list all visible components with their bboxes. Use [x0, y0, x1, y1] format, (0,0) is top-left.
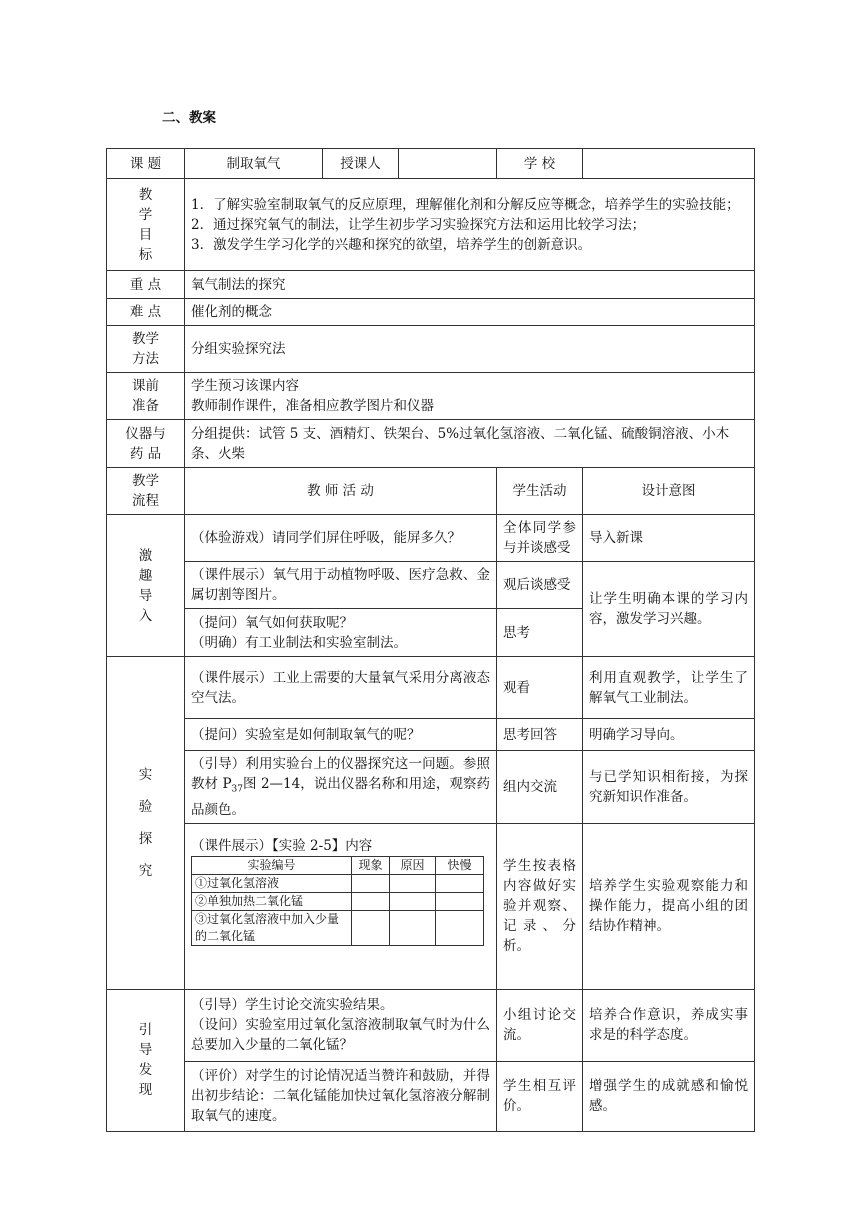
- intro-row: [107, 562, 755, 609]
- key-point-label: 重 点: [107, 271, 185, 299]
- process-header-row: [107, 468, 755, 515]
- teacher-activity: （提问）氧气如何获取呢？ （明确）有工业制法和实验室制法。: [185, 609, 497, 657]
- design-intent: 与已学知识相衔接，为探究新知识作准备。: [583, 751, 755, 824]
- teacher-activity: （课件展示）【实验 2-5】内容 实验编号 现象 原因 快慢 ①过氧化氢溶液 ②单独加热二氧化锰 ③过氧化氢溶液中加入少量的二氧化锰: [185, 823, 497, 989]
- record-header: 原因: [390, 856, 436, 874]
- record-cell: [352, 874, 390, 892]
- student-activity: 组内交流: [497, 751, 583, 824]
- teacher-activity: （课件展示）工业上需要的大量氧气采用分离液态空气法。: [185, 657, 497, 719]
- record-cell: [436, 910, 484, 945]
- teacher-value: [399, 149, 497, 179]
- teacher-activity: （体验游戏）请同学们屏住呼吸，能屏多久？: [185, 515, 497, 562]
- guide-section-label: 引 导 发 现: [107, 989, 185, 1131]
- record-header: 现象: [352, 856, 390, 874]
- experiment-row: [107, 823, 755, 989]
- preparation-value: 学生预习该课内容 教师制作课件，准备相应教学图片和仪器: [185, 373, 755, 420]
- design-intent: 让学生明确本课的学习内容，激发学习兴趣。: [583, 562, 755, 657]
- design-intent: 培养合作意识，养成实事求是的科学态度。: [583, 989, 755, 1061]
- student-activity: 学生按表格内容做好实验并观察、记录、分析。: [497, 823, 583, 989]
- school-label: 学 校: [497, 149, 583, 179]
- experiment-section-label: 实 验 探 究: [107, 657, 185, 990]
- key-point-row: [107, 271, 755, 299]
- teacher-label: 授课人: [323, 149, 399, 179]
- record-header-row: [192, 856, 484, 874]
- record-cell: [436, 892, 484, 910]
- key-point-value: 氧气制法的探究: [185, 271, 755, 299]
- design-intent: 增强学生的成就感和愉悦感。: [583, 1061, 755, 1131]
- teacher-activity: （引导）学生讨论交流实验结果。 （设问）实验室用过氧化氢溶液制取氧气时为什么总要加入少量的二氧化锰？: [185, 989, 497, 1061]
- lesson-plan-table: [106, 148, 755, 1132]
- teacher-activity-header: 教 师 活 动: [185, 468, 497, 515]
- objective-item: 1．了解实验室制取氧气的反应原理，理解催化剂和分解反应等概念，培养学生的实验技能；: [191, 196, 740, 213]
- record-header: 快慢: [436, 856, 484, 874]
- process-label: 教学 流程: [107, 468, 185, 515]
- teacher-activity: （提问）实验室是如何制取氧气的呢？: [185, 719, 497, 751]
- method-row: [107, 326, 755, 373]
- method-label: 教学 方法: [107, 326, 185, 373]
- preparation-row: [107, 373, 755, 420]
- preparation-label: 课前 准备: [107, 373, 185, 420]
- design-intent: 导入新课: [583, 515, 755, 562]
- teacher-activity: （课件展示）氧气用于动植物呼吸、医疗急救、金属切割等图片。: [185, 562, 497, 609]
- experiment-row: [107, 719, 755, 751]
- teacher-activity: （评价）对学生的讨论情况适当赞许和鼓励，并得出初步结论：二氧化锰能加快过氧化氢溶液分解制取氧气的速度。: [185, 1061, 497, 1131]
- experiment-record-table: [191, 856, 484, 946]
- record-cell: ③过氧化氢溶液中加入少量的二氧化锰: [192, 910, 352, 945]
- intro-section-label: 激 趣 导 入: [107, 515, 185, 657]
- record-row: [192, 910, 484, 945]
- design-intent: 明确学习导向。: [583, 719, 755, 751]
- record-header: 实验编号: [192, 856, 352, 874]
- school-value: [583, 149, 755, 179]
- student-activity: 观看: [497, 657, 583, 719]
- instruments-label: 仪器与 药 品: [107, 420, 185, 468]
- topic-value: 制取氧气: [185, 149, 323, 179]
- student-activity: 小组讨论交流。: [497, 989, 583, 1061]
- guide-row: [107, 1061, 755, 1131]
- student-activity: 观后谈感受: [497, 562, 583, 609]
- difficulty-value: 催化剂的概念: [185, 299, 755, 326]
- record-cell: ①过氧化氢溶液: [192, 874, 352, 892]
- record-cell: [352, 910, 390, 945]
- student-activity: 学生相互评价。: [497, 1061, 583, 1131]
- record-cell: [436, 874, 484, 892]
- experiment-row: [107, 657, 755, 719]
- instruments-value: 分组提供：试管 5 支、酒精灯、铁架台、5%过氧化氢溶液、二氧化锰、硫酸铜溶液、小木条、火柴: [185, 420, 755, 468]
- objective-item: 2．通过探究氧气的制法，让学生初步学习实验探究方法和运用比较学习法；: [191, 216, 646, 233]
- record-cell: [352, 892, 390, 910]
- student-activity: 思考回答: [497, 719, 583, 751]
- student-activity: 思考: [497, 609, 583, 657]
- intro-row: [107, 515, 755, 562]
- record-cell: [390, 874, 436, 892]
- difficulty-label: 难 点: [107, 299, 185, 326]
- guide-row: [107, 989, 755, 1061]
- header-row: [107, 149, 755, 179]
- objectives-content: [185, 179, 755, 271]
- student-activity-header: 学生活动: [497, 468, 583, 515]
- method-value: 分组实验探究法: [185, 326, 755, 373]
- design-intent: 利用直观教学，让学生了解氧气工业制法。: [583, 657, 755, 719]
- difficulty-row: [107, 299, 755, 326]
- teacher-activity: （引导）利用实验台上的仪器探究这一问题。参照教材 $P_{37}$图 2—14，说出仪器名称和用途，观察药品颜色。: [185, 751, 497, 824]
- experiment-row: [107, 751, 755, 824]
- design-intent-header: 设计意图: [583, 468, 755, 515]
- objective-item: 3．激发学生学习化学的兴趣和探究的欲望，培养学生的创新意识。: [191, 236, 592, 253]
- instruments-row: [107, 420, 755, 468]
- topic-label: 课 题: [107, 149, 185, 179]
- record-row: [192, 874, 484, 892]
- record-cell: ②单独加热二氧化锰: [192, 892, 352, 910]
- record-cell: [390, 892, 436, 910]
- section-heading: 二、教案: [162, 110, 216, 126]
- student-activity: 全体同学参与并谈感受: [497, 515, 583, 562]
- objectives-row: [107, 179, 755, 271]
- objectives-label: 教 学 目 标: [107, 179, 185, 271]
- design-intent: 培养学生实验观察能力和操作能力，提高小组的团结协作精神。: [583, 823, 755, 989]
- record-cell: [390, 910, 436, 945]
- record-row: [192, 892, 484, 910]
